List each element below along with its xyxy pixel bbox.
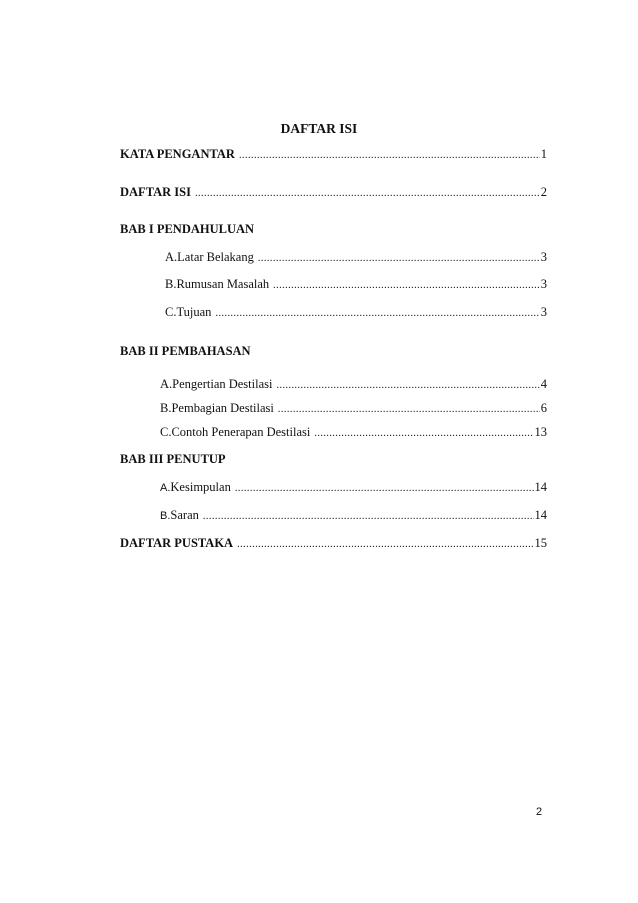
toc-entry-label: Saran xyxy=(170,508,199,522)
toc-entry-pembagian-destilasi[interactable] xyxy=(160,400,547,418)
toc-entry-label: DAFTAR ISI xyxy=(120,185,191,199)
page-number: 2 xyxy=(536,806,543,818)
toc-entry-label: KATA PENGANTAR xyxy=(120,147,235,161)
toc-entry-label: Rumusan Masalah xyxy=(176,277,270,291)
toc-heading-bab-2[interactable] xyxy=(120,343,251,359)
toc-page-number: 15 xyxy=(534,536,547,550)
toc-heading-bab-1[interactable] xyxy=(120,221,254,237)
toc-entry-label: Tujuan xyxy=(176,305,212,319)
toc-marker: A. xyxy=(165,250,178,264)
toc-entry-label: Kesimpulan xyxy=(170,480,231,494)
toc-heading-label: BAB III PENUTUP xyxy=(120,452,226,466)
page-title: DAFTAR ISI xyxy=(280,121,358,136)
toc-entry-pengertian-destilasi[interactable] xyxy=(160,376,547,394)
toc-page-number: 4 xyxy=(540,377,547,391)
toc-heading-bab-3[interactable] xyxy=(120,451,226,467)
dot-leader xyxy=(235,481,534,497)
dot-leader xyxy=(203,509,534,525)
toc-marker: A. xyxy=(160,482,171,494)
dot-leader xyxy=(237,537,533,553)
toc-entry-kesimpulan[interactable] xyxy=(160,479,547,497)
toc-marker: B. xyxy=(165,277,177,291)
toc-heading-label: BAB I PENDAHULUAN xyxy=(120,222,255,236)
dot-leader xyxy=(258,251,540,267)
toc-entry-daftar-pustaka[interactable] xyxy=(120,535,547,553)
toc-marker: B. xyxy=(160,401,172,415)
dot-leader xyxy=(215,306,539,322)
toc-page-number: 14 xyxy=(534,508,547,522)
toc-entry-tujuan[interactable] xyxy=(165,304,547,322)
toc-entry-label: DAFTAR PUSTAKA xyxy=(120,536,234,550)
toc-page-number: 3 xyxy=(540,277,547,291)
toc-entry-daftar-isi[interactable] xyxy=(120,184,547,202)
toc-entry-saran[interactable] xyxy=(160,507,547,525)
toc-entry-label: Pengertian Destilasi xyxy=(172,377,273,391)
toc-page-number: 2 xyxy=(540,185,547,199)
toc-page-number: 14 xyxy=(534,480,547,494)
toc-entry-kata-pengantar[interactable] xyxy=(120,146,547,164)
toc-marker: C. xyxy=(160,425,172,439)
dot-leader xyxy=(314,426,533,442)
toc-page-number: 13 xyxy=(534,425,547,439)
toc-entry-label: Pembagian Destilasi xyxy=(171,401,274,415)
dot-leader xyxy=(195,186,540,202)
toc-page-number: 6 xyxy=(540,401,547,415)
toc-entry-label: Contoh Penerapan Destilasi xyxy=(171,425,311,439)
toc-page-number: 3 xyxy=(540,305,547,319)
toc-heading-label: BAB II PEMBAHASAN xyxy=(120,344,251,358)
toc-marker: B. xyxy=(160,510,171,522)
dot-leader xyxy=(278,402,540,418)
dot-leader xyxy=(273,278,540,294)
toc-entry-contoh-penerapan[interactable] xyxy=(160,424,547,442)
toc-entry-rumusan-masalah[interactable] xyxy=(165,276,547,294)
dot-leader xyxy=(239,148,540,164)
toc-page-number: 3 xyxy=(540,250,547,264)
toc-entry-label: Latar Belakang xyxy=(177,250,254,264)
toc-marker: C. xyxy=(165,305,177,319)
dot-leader xyxy=(276,378,539,394)
toc-page-number: 1 xyxy=(540,147,547,161)
toc-marker: A. xyxy=(160,377,173,391)
toc-entry-latar-belakang[interactable] xyxy=(165,249,547,267)
